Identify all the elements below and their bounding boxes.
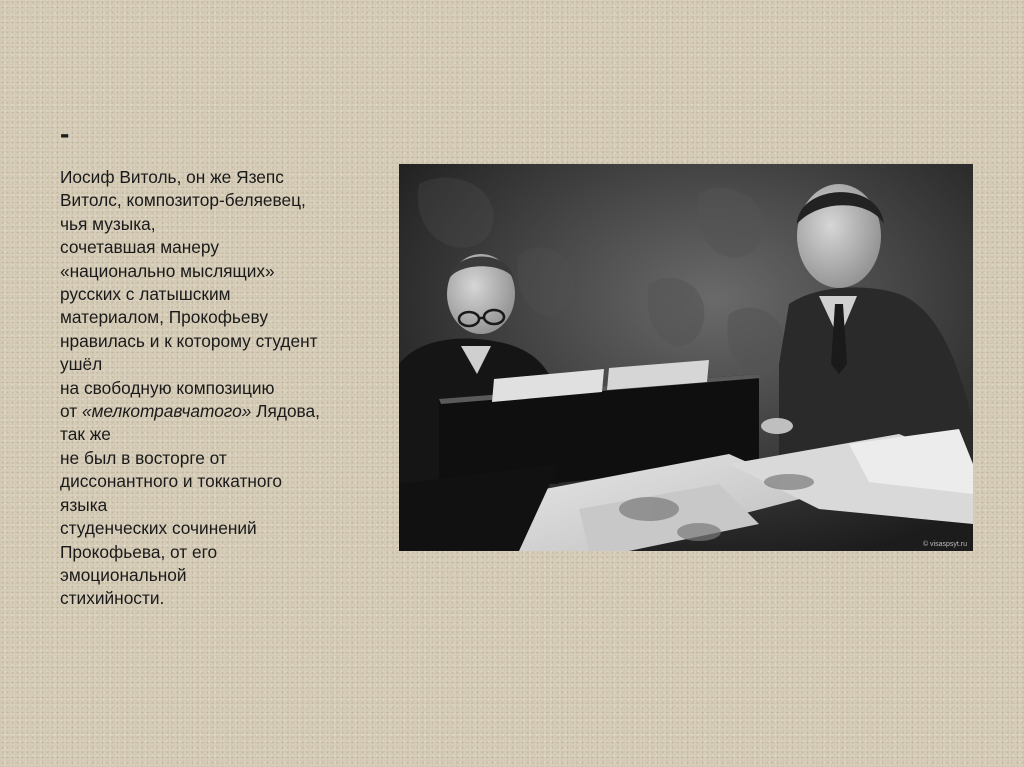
text-line: «национально мыслящих» [60, 260, 275, 281]
text-line: чья музыка, [60, 213, 156, 234]
photo-credit: © visaspsyt.ru [922, 541, 967, 548]
text-line: стихийности. [60, 588, 165, 609]
text-line: языка [60, 494, 108, 515]
text-line: не был в восторге от [60, 447, 227, 468]
text-line [60, 400, 390, 423]
slide-title: - [60, 118, 70, 149]
text-line: диссонантного и токкатного [60, 471, 283, 492]
text-line: Витолс, композитор-беляевец, [60, 190, 306, 211]
text-line: русских с латышским [60, 284, 231, 305]
historical-photo [399, 164, 973, 551]
slide-body-text [60, 166, 390, 611]
text-suffix: Лядова, [251, 401, 320, 422]
photo-illustration [399, 164, 973, 551]
text-line: нравилась и к которому студент [60, 330, 318, 351]
text-line: Иосиф Витоль, он же Язепс [60, 167, 284, 187]
italic-quote: «мелкотравчатого» [81, 401, 252, 422]
text-prefix: от [60, 401, 82, 422]
text-line: студенческих сочинений [60, 518, 257, 539]
text-line: эмоциональной [60, 564, 187, 585]
text-line: сочетавшая манеру [60, 237, 219, 258]
text-line: так же [60, 424, 111, 445]
text-line: на свободную композицию [60, 377, 275, 398]
text-line: материалом, Прокофьеву [60, 307, 268, 328]
text-line: ушёл [60, 354, 103, 375]
text-line: Прокофьева, от его [60, 541, 218, 562]
